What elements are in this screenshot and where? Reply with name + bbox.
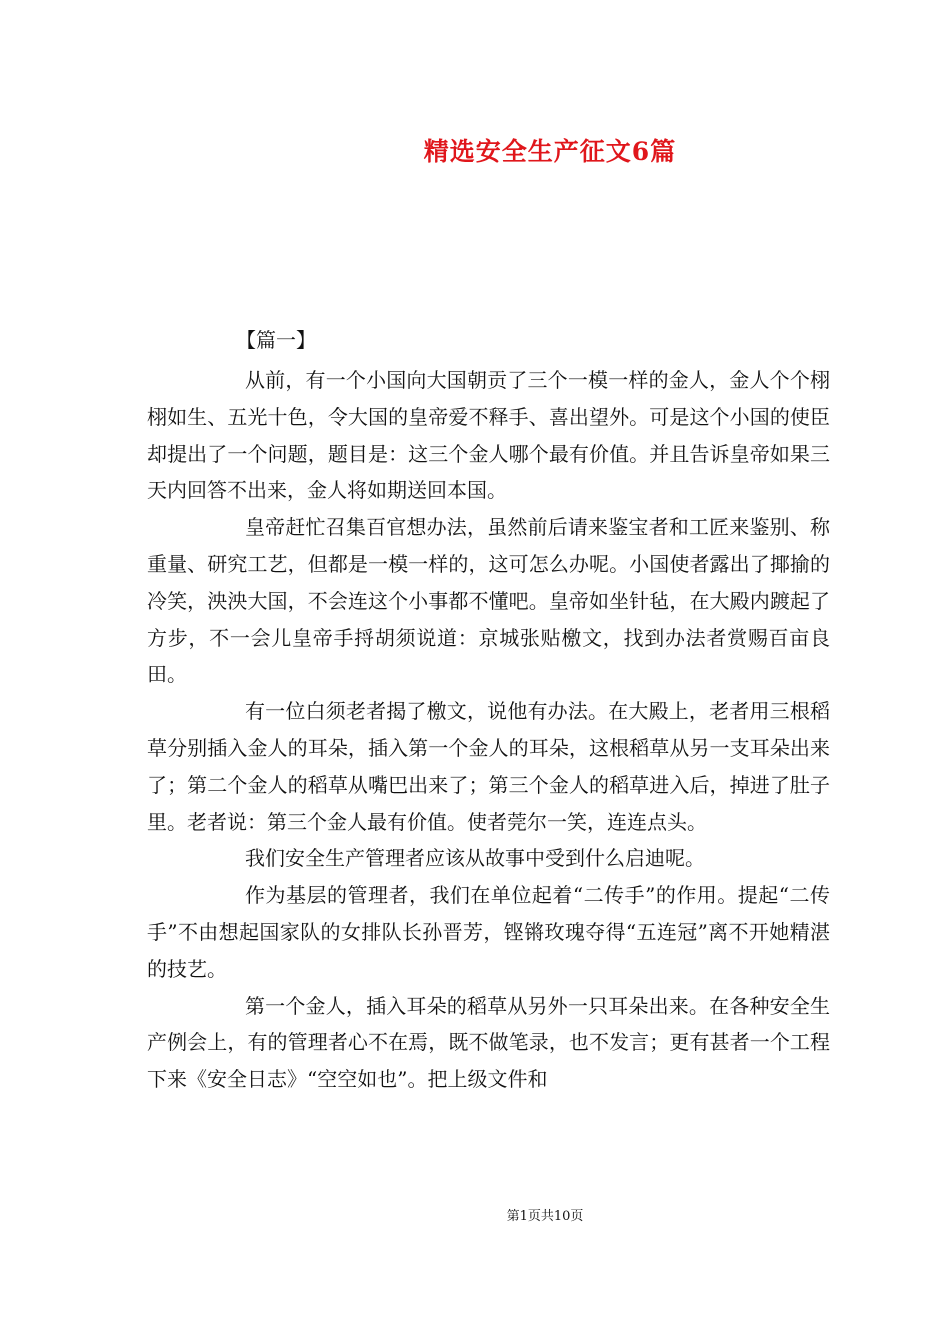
paragraph: 从前，有一个小国向大国朝贡了三个一模一样的金人，金人个个栩栩如生、五光十色，令大国的皇帝爱不释手、喜出望外。可是这个小国的使臣却提出了一个问题，题目是：这三个金人哪个最有价值。并且告诉皇帝如果三天内回答不出来，金人将如期送回本国。 — [147, 368, 830, 503]
paragraph: 皇帝赶忙召集百官想办法，虽然前后请来鉴宝者和工匠来鉴别、称重量、研究工艺，但都是一模一样的，这可怎么办呢。小国使者露出了揶揄的冷笑，泱泱大国，不会连这个小事都不懂吧。皇帝如坐针毡，在大殿内踱起了方步，不一会儿皇帝手捋胡须说道：京城张贴檄文，找到办法者赏赐百亩良田。 — [147, 515, 830, 687]
paragraph: 作为基层的管理者，我们在单位起着“二传手”的作用。提起“二传手”不由想起国家队的女排队长孙晋芳，铿锵玫瑰夺得“五连冠”离不开她精湛的技艺。 — [147, 883, 830, 981]
section-heading: 【篇一】 — [236, 328, 316, 352]
paragraph: 第一个金人，插入耳朵的稻草从另外一只耳朵出来。在各种安全生产例会上，有的管理者心不在焉，既不做笔录，也不发言；更有甚者一个工程下来《安全日志》“空空如也”。把上级文件和 — [147, 993, 830, 1092]
page-title: 精选安全生产征文6篇 — [423, 137, 677, 166]
paragraph: 我们安全生产管理者应该从故事中受到什么启迪呢。 — [245, 846, 705, 871]
body-text — [147, 362, 830, 1098]
paragraph: 有一位白须老者揭了檄文，说他有办法。在大殿上，老者用三根稻草分别插入金人的耳朵，插入第一个金人的耳朵，这根稻草从另一支耳朵出来了；第二个金人的稻草从嘴巴出来了；第三个金人的稻草进入后，掉进了肚子里。老者说：第三个金人最有价值。使者莞尔一笑，连连点头。 — [147, 699, 830, 834]
page-footer: 第1页共10页 — [506, 1209, 584, 1224]
